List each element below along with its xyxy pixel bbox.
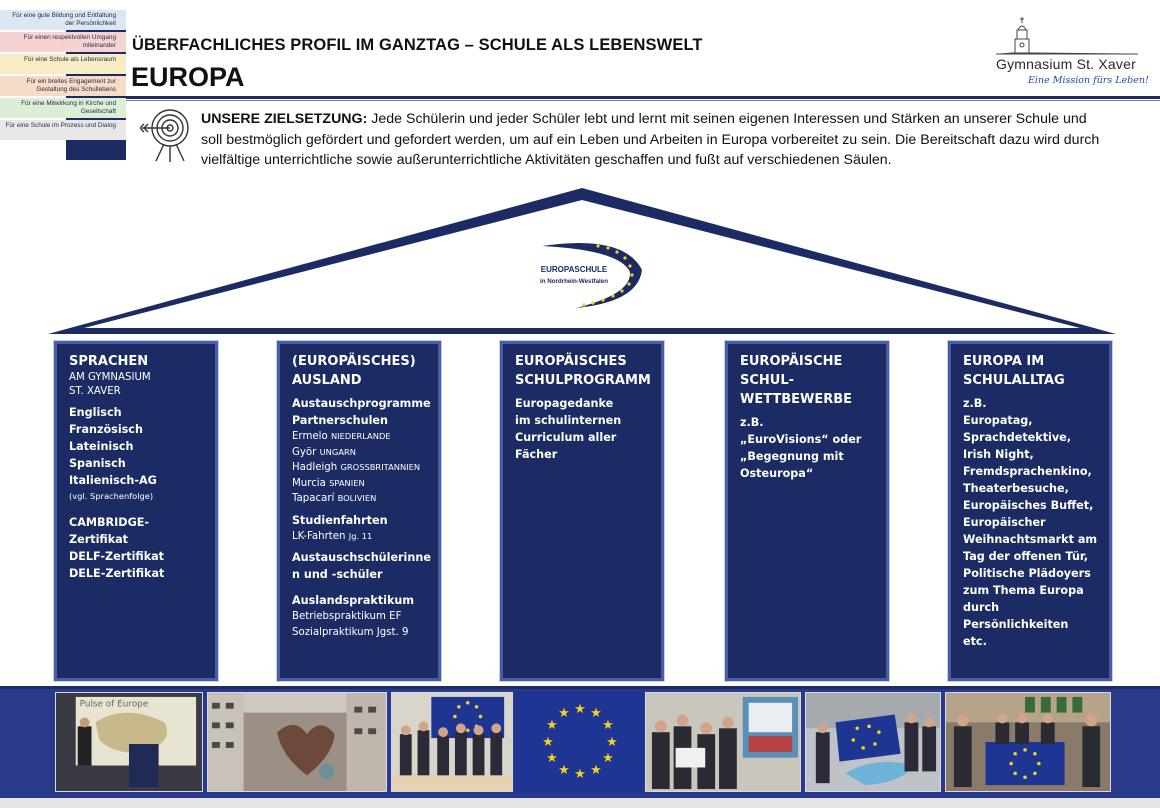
pillar-subheading: ST. XAVER (69, 386, 121, 397)
school-city: Murcia (292, 477, 326, 489)
pillar-heading: EUROPÄISCHES (515, 354, 627, 369)
language-item: Spanisch (69, 457, 126, 470)
category-label: Für ein breites Engagement zur Gestaltung des Schullebens (26, 78, 116, 93)
section-text: Betriebspraktikum EF (292, 611, 402, 622)
badge-subtitle: in Nordrhein-Westfalen (540, 278, 608, 285)
pillar-item: z.B. (740, 416, 764, 429)
pillar-item: Europagedanke (515, 397, 614, 410)
certificate-item: CAMBRIDGE-Zertifikat (69, 515, 150, 546)
header-divider-thin (126, 100, 1160, 101)
pillar-item: Theaterbesuche, (963, 482, 1069, 495)
photo-flag-dolphin (805, 692, 941, 792)
language-note: (vgl. Sprachenfolge) (69, 491, 154, 501)
pillar-item: Weihnachtsmarkt am (963, 533, 1098, 546)
language-item: Englisch (69, 406, 122, 419)
category-tab[interactable] (0, 76, 126, 96)
language-item: Italienisch-AG (69, 474, 157, 487)
certificate-item: DELE-Zertifikat (69, 566, 165, 580)
pillar-item: im schulinternen (515, 414, 622, 427)
pillar-heading: EUROPA IM (963, 354, 1045, 369)
partner-school (292, 445, 428, 461)
pillar-item: durch Persönlichkeiten (963, 601, 1069, 631)
school-country: BOLIVIEN (337, 493, 377, 503)
category-tab[interactable] (0, 120, 126, 140)
section-text-main: LK-Fahrten (292, 530, 346, 542)
svg-text:★: ★ (574, 767, 586, 782)
pillar-wettbewerbe (725, 341, 889, 681)
pillar-item: etc. (963, 635, 987, 648)
pillar-heading: SCHUL- (740, 373, 795, 388)
photo-presentation (55, 692, 203, 792)
category-tab[interactable] (0, 54, 126, 74)
pillar-item: Europäisches Buffet, (963, 499, 1094, 512)
pillar-heading: WETTBEWERBE (740, 392, 853, 407)
category-label: Für eine Schule als Lebensraum (23, 56, 116, 63)
pillar-item: zum Thema Europa (963, 584, 1084, 597)
category-label: Für eine Schule im Prozess und Dialog (5, 122, 116, 129)
logo-slogan: Eine Mission fürs Leben! (1028, 75, 1149, 86)
section-heading: Austauschprogramme (292, 397, 431, 410)
pillar-item: Tag der offenen Tür, (963, 550, 1089, 563)
category-tab[interactable] (0, 10, 126, 30)
category-label: Für eine gute Bildung und Entfaltung der Persönlichkeit (12, 12, 116, 27)
category-tabs (0, 10, 126, 142)
school-city: Tapacarí (292, 493, 335, 504)
svg-text:★: ★ (574, 702, 586, 717)
church-tower-icon (996, 17, 1138, 54)
partner-school (292, 429, 428, 445)
school-country: UNGARN (319, 446, 356, 457)
certificate-item: DELF-Zertifikat (69, 549, 165, 563)
section-heading: Partnerschulen (292, 414, 388, 427)
svg-text:★: ★ (602, 751, 614, 766)
pillar-item: Curriculum aller (515, 431, 617, 444)
pillar-item: Sprachdetektive, (963, 431, 1072, 444)
pillar-item: Politische Plädoyers (963, 567, 1091, 580)
pillar-subheading: AM GYMNASIUM (69, 372, 151, 383)
pillar-heading: EUROPÄISCHE (740, 354, 843, 369)
photo-schoolyard (207, 692, 387, 792)
section-heading: Auslandspraktikum (292, 594, 415, 607)
pillar-ausland (277, 341, 441, 681)
eu-flag (516, 692, 644, 792)
svg-text:★: ★ (606, 735, 618, 750)
section-heading: Austauschschülerinne (292, 551, 431, 564)
section-text-note: Jg. 11 (348, 530, 373, 541)
pillar-item: Fremdsprachenkino, (963, 465, 1092, 478)
school-city: Hadleigh (292, 462, 338, 473)
category-label: Für eine Mitwirkung in Kirche und Gesellschaft (21, 100, 116, 115)
svg-text:★: ★ (558, 706, 570, 721)
pillar-item: „Begegnung mit (740, 450, 844, 463)
pillar-item: Osteuropa“ (740, 467, 814, 480)
partner-school (292, 460, 428, 476)
badge-title: EUROPASCHULE (540, 265, 608, 274)
pillar-sprachen (54, 341, 218, 681)
pillar-item: „EuroVisions“ oder (740, 433, 862, 446)
pillar-item: z.B. (963, 397, 987, 410)
school-country: NIEDERLANDE (330, 431, 391, 441)
category-label: Für einen respektvollen Umgang miteinander (23, 34, 116, 49)
photo-award-ceremony (945, 692, 1111, 792)
pillar-item: Irish Night, (963, 448, 1034, 461)
photo-students-poster (645, 692, 801, 792)
header-divider (126, 96, 1160, 99)
partner-school (292, 491, 428, 507)
section-heading: Studienfahrten (292, 513, 388, 527)
goal-text: Jede Schülerin und jeder Schüler lebt und lernt mit seinen eigenen Interessen und Stärken an unserer Schule und soll bestmöglich gefördert und gefordert werden, um auf ein Leben und Arbeiten in Europa vorbereitet zu sein. Die Bereitschaft dazu wird durch vielfältige unterrichtliche sowie außerunterrichtliche Aktivitäten geschaffen und fußt auf verschiedenen Säulen. (201, 111, 1100, 168)
pillar-item: Europäischer (963, 516, 1046, 529)
partner-school (292, 476, 428, 492)
page-title: EUROPA (131, 62, 245, 92)
pillar-heading: SPRACHEN (69, 354, 149, 369)
pillar-heading: SCHULALLTAG (963, 373, 1065, 388)
svg-text:★: ★ (546, 718, 558, 733)
pillar-heading: (EUROPÄISCHES) (292, 354, 416, 369)
pillar-heading: AUSLAND (292, 373, 362, 388)
slide-text: Pulse of Europe (79, 699, 149, 710)
category-tab[interactable] (0, 32, 126, 52)
pillar-item: Europatag, (963, 414, 1033, 427)
goal-label: UNSERE ZIELSETZUNG: (201, 111, 368, 127)
school-country: GROSSBRITANNIEN (340, 462, 421, 472)
svg-text:★: ★ (542, 735, 554, 750)
svg-text:★: ★ (590, 706, 602, 721)
school-city: Györ (292, 446, 317, 458)
svg-text:★: ★ (546, 751, 558, 766)
svg-text:★: ★ (602, 718, 614, 733)
pillar-heading: SCHULPROGRAMM (515, 373, 651, 388)
category-tab[interactable] (0, 98, 126, 118)
language-item: Französisch (69, 423, 143, 436)
section-text (292, 529, 428, 545)
section-text: Sozialpraktikum Jgst. 9 (292, 626, 409, 638)
photo-group-flag (391, 692, 513, 792)
pillar-schulprogramm (500, 341, 664, 681)
pillar-schulalltag (948, 341, 1112, 681)
svg-text:★: ★ (590, 763, 602, 778)
page-subtitle: ÜBERFACHLICHES PROFIL IM GANZTAG – SCHULE ALS LEBENSWELT (132, 36, 703, 54)
goal-statement (201, 109, 1101, 171)
language-item: Lateinisch (69, 440, 134, 453)
target-icon (140, 106, 194, 164)
footer-strip (0, 798, 1160, 808)
school-country: SPANIEN (329, 477, 365, 488)
pillar-item: Fächer (515, 448, 558, 461)
school-city: Ermelo (292, 431, 328, 442)
logo-name: Gymnasium St. Xaver (996, 56, 1136, 72)
section-heading: n und -schüler (292, 568, 383, 581)
svg-text:★: ★ (558, 763, 570, 778)
